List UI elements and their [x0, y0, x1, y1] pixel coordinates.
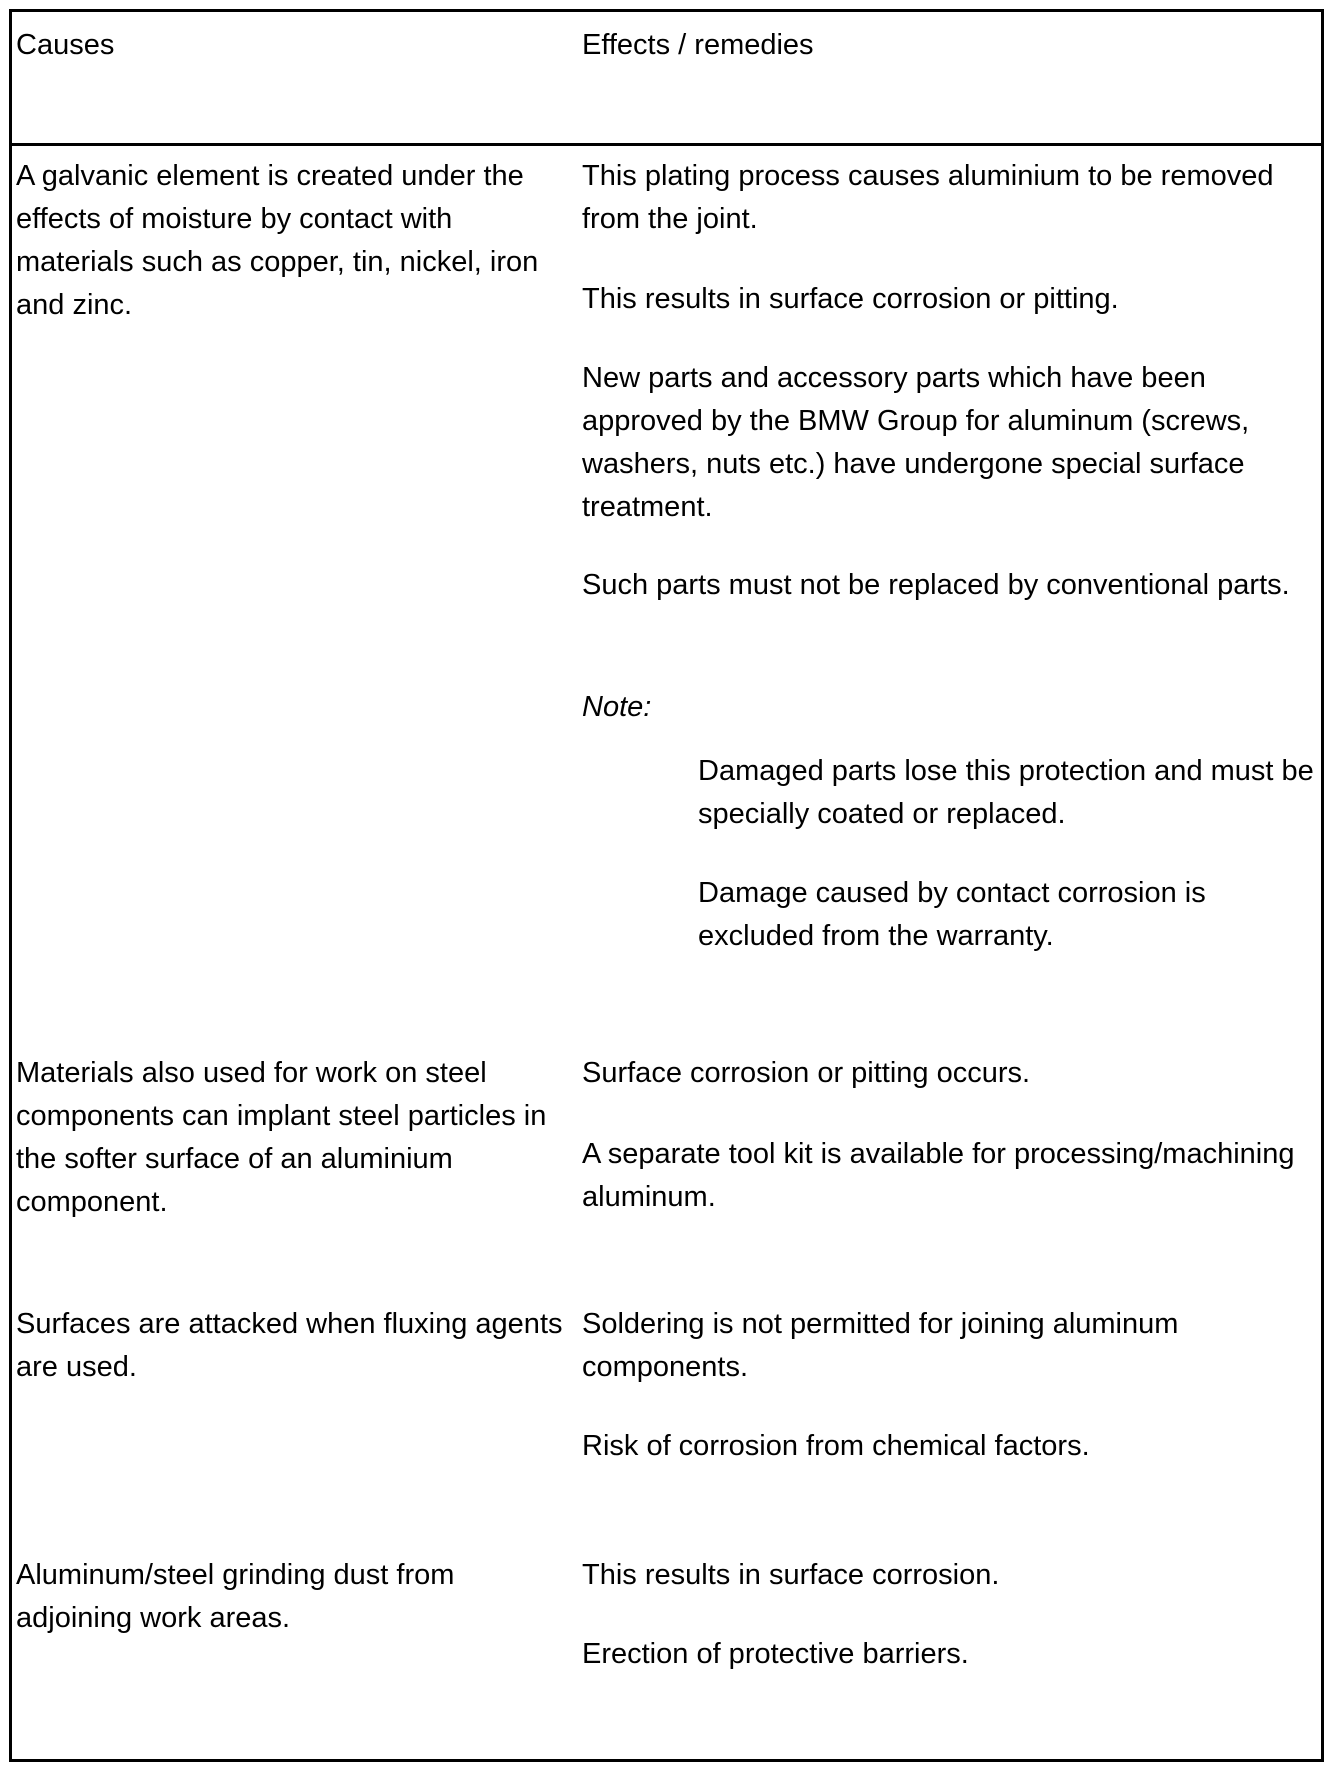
row-3-effect-1: Soldering is not permitted for joining aluminum components.: [582, 1308, 1179, 1383]
header-causes: Causes: [16, 29, 115, 61]
row-1-note-2: Damage caused by contact corrosion is excluded from the warranty.: [698, 877, 1206, 952]
row-1-effect-4: Such parts must not be replaced by conventional parts.: [582, 569, 1290, 601]
row-1-effect-3: New parts and accessory parts which have been approved by the BMW Group for aluminum (screws, washers, nuts etc.) have undergone special surface treatment.: [582, 362, 1250, 523]
row-3-cause: Surfaces are attacked when fluxing agents are used.: [16, 1308, 563, 1383]
row-1-cause: A galvanic element is created under the effects of moisture by contact with materials such as copper, tin, nickel, iron and zinc.: [16, 160, 539, 321]
row-1-effect-2: This results in surface corrosion or pitting.: [582, 283, 1119, 315]
causes-effects-table: [9, 9, 1324, 1762]
row-1-effect-1: This plating process causes aluminium to be removed from the joint.: [582, 160, 1274, 235]
row-3-effect-2: Risk of corrosion from chemical factors.: [582, 1430, 1090, 1462]
row-1-note-label: Note:: [582, 691, 652, 723]
row-4-effect-2: Erection of protective barriers.: [582, 1638, 969, 1670]
row-1-note-1: Damaged parts lose this protection and must be specially coated or replaced.: [698, 755, 1314, 830]
row-2-effect-2: A separate tool kit is available for processing/machining aluminum.: [582, 1138, 1295, 1213]
header-effects: Effects / remedies: [582, 29, 814, 61]
row-2-effect-1: Surface corrosion or pitting occurs.: [582, 1057, 1031, 1089]
row-4-cause: Aluminum/steel grinding dust from adjoining work areas.: [16, 1559, 455, 1634]
row-4-effect-1: This results in surface corrosion.: [582, 1559, 1000, 1591]
table-header-row: [12, 12, 1321, 146]
row-2-cause: Materials also used for work on steel components can implant steel particles in the softer surface of an aluminium component.: [16, 1057, 547, 1218]
